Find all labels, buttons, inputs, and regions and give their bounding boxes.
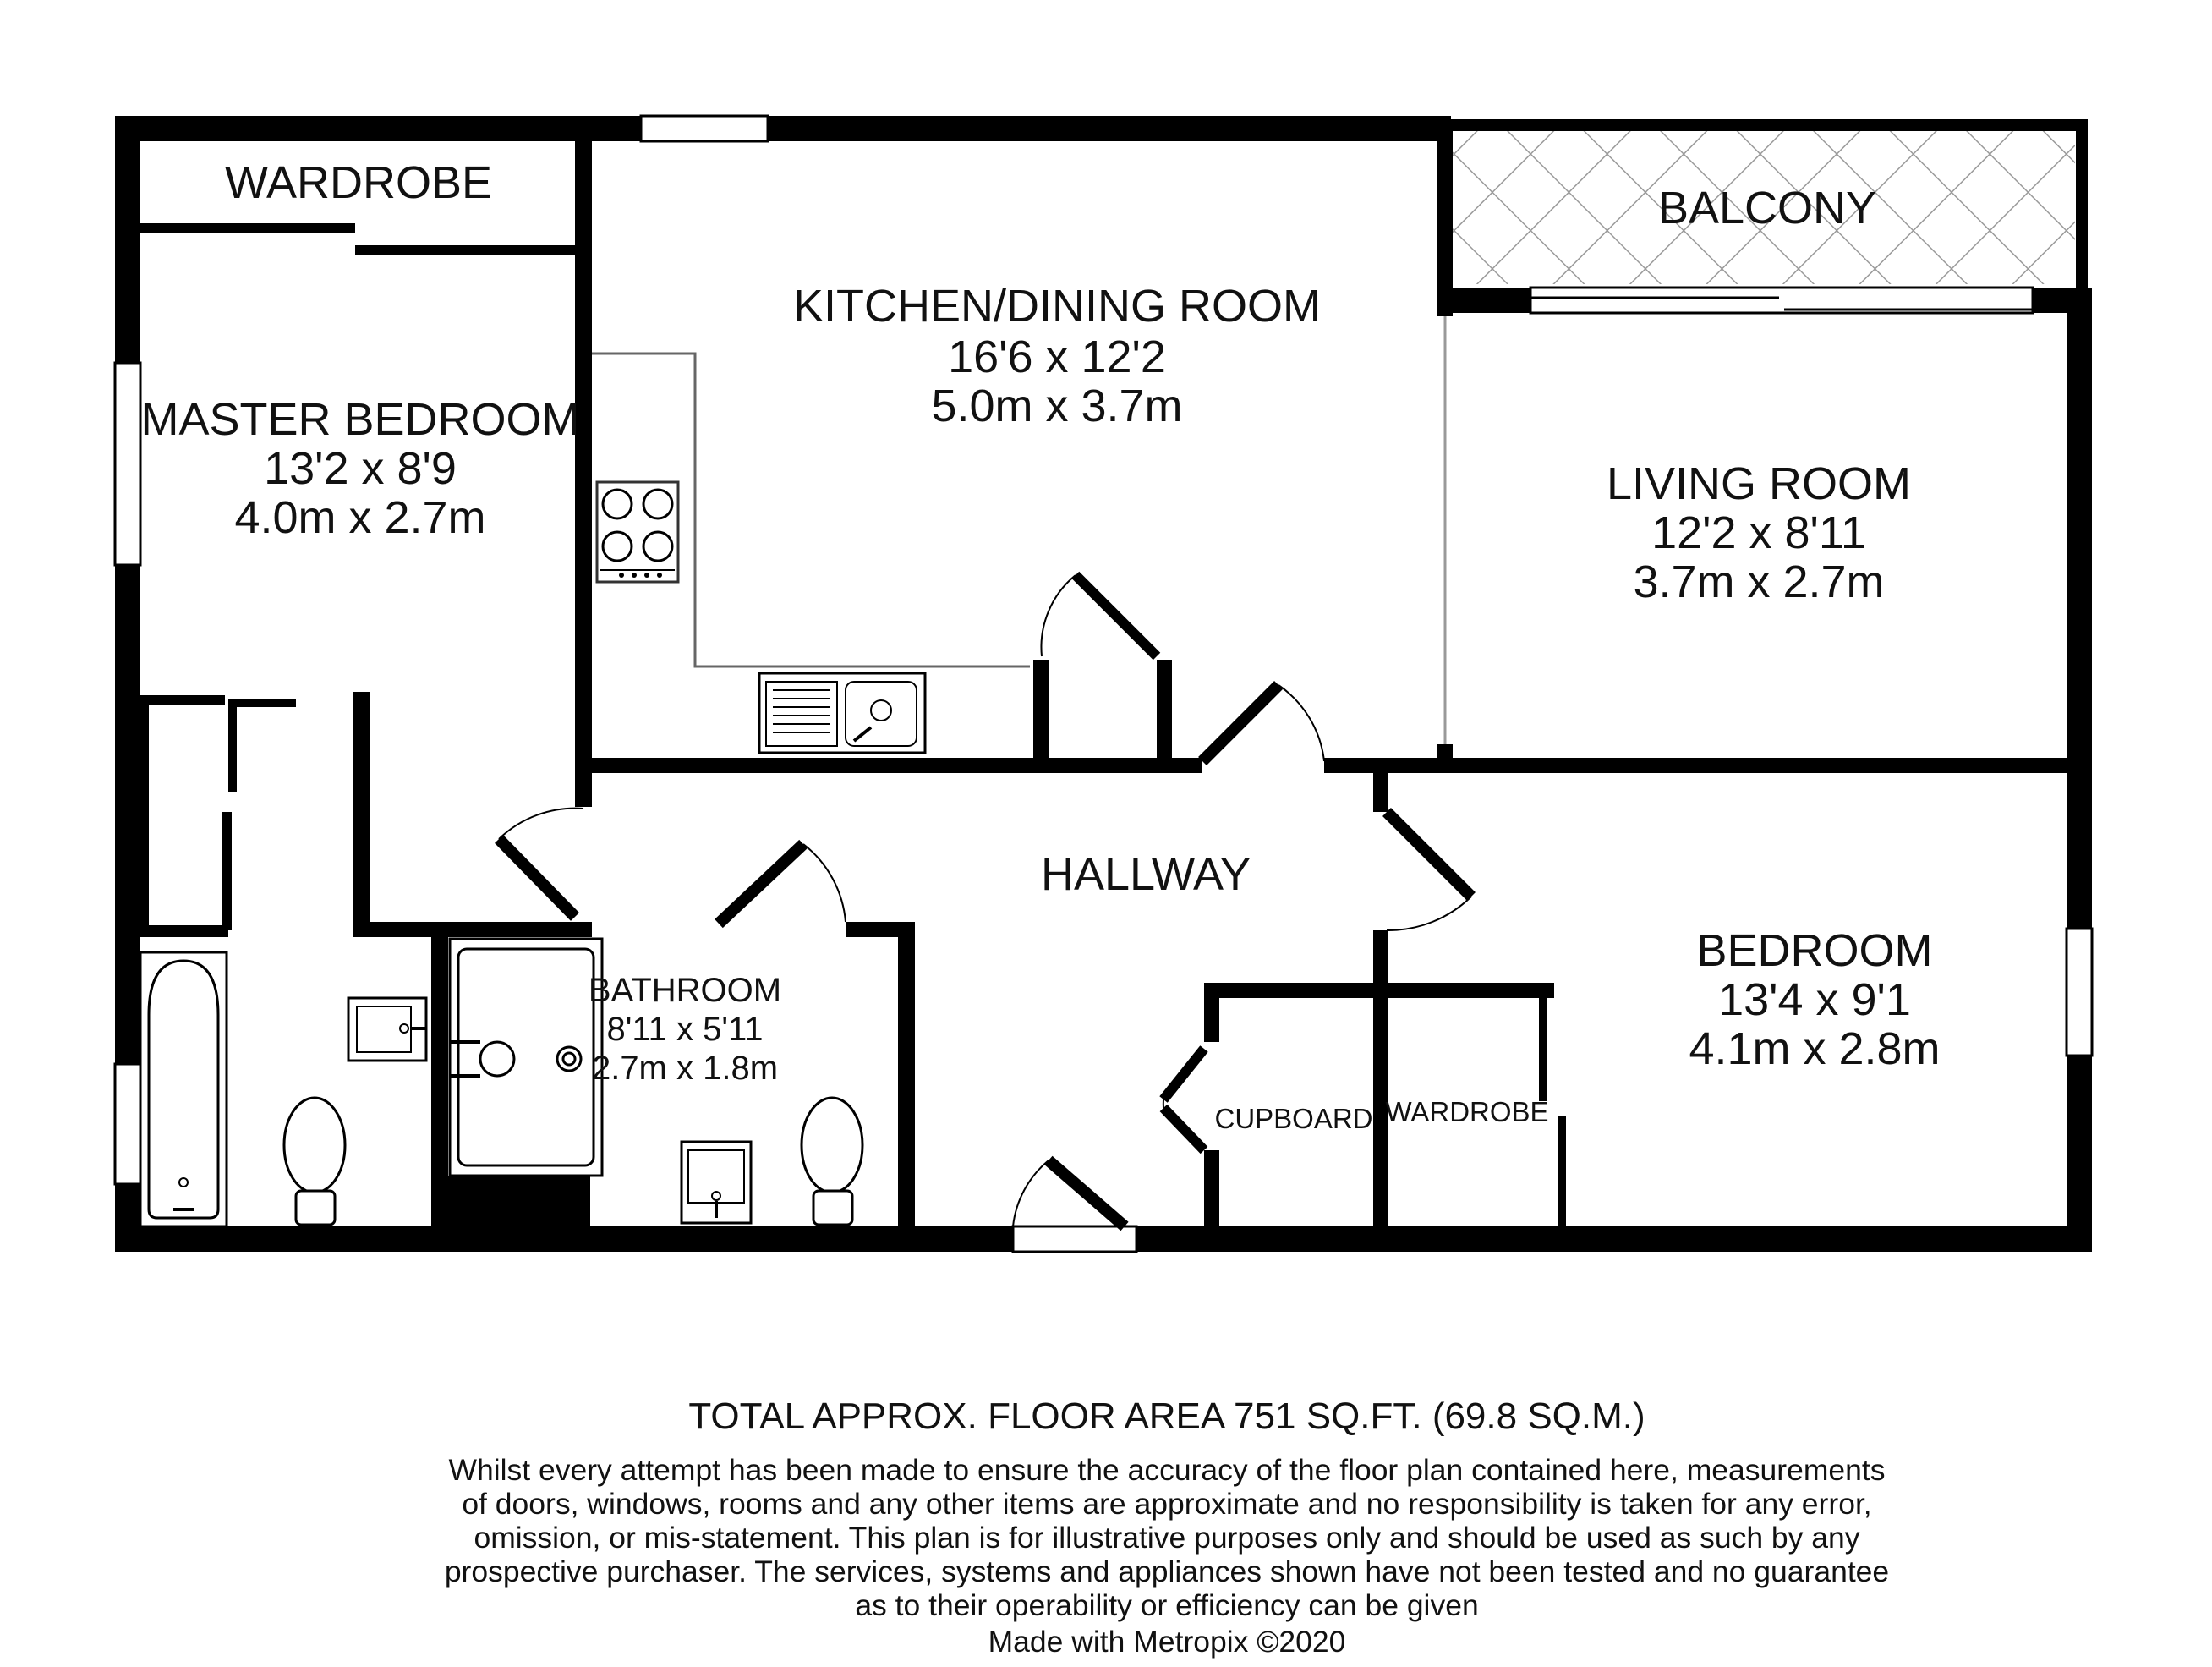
- disclaimer-line: prospective purchaser. The services, systems and appliances shown have not been tested and no guarantee: [444, 1555, 1890, 1588]
- wardrobe-bedroom-label: WARDROBE: [1385, 1096, 1549, 1127]
- basin-icon: [348, 998, 426, 1061]
- kitchen-name: KITCHEN/DINING ROOM: [792, 281, 1322, 332]
- toilet-icon: [284, 1098, 345, 1225]
- master-bedroom-imperial: 13'2 x 8'9: [264, 443, 457, 494]
- bathroom-basin-icon: [682, 1142, 751, 1223]
- living-room-name: LIVING ROOM: [1606, 458, 1912, 509]
- kitchen-metric: 5.0m x 3.7m: [931, 381, 1183, 431]
- bathroom-imperial: 8'11 x 5'11: [606, 1011, 764, 1048]
- total-floor-area: TOTAL APPROX. FLOOR AREA 751 SQ.FT. (69.8 SQ.M.): [688, 1396, 1645, 1437]
- master-bedroom-metric: 4.0m x 2.7m: [234, 492, 486, 543]
- bath-icon: [140, 952, 227, 1226]
- hob-icon: [597, 482, 678, 582]
- balcony-label: BALCONY: [1657, 183, 1877, 233]
- bedroom-name: BEDROOM: [1696, 925, 1933, 976]
- disclaimer-line: Whilst every attempt has been made to ensure the accuracy of the floor plan contained here, measurements: [448, 1453, 1886, 1487]
- hallway-label: HALLWAY: [1040, 849, 1251, 900]
- bathroom-metric: 2.7m x 1.8m: [591, 1050, 779, 1087]
- kitchen-imperial: 16'6 x 12'2: [948, 332, 1166, 382]
- cupboard-label: CUPBOARD: [1214, 1103, 1373, 1134]
- disclaimer-line: as to their operability or efficiency can be given: [855, 1588, 1479, 1622]
- shower-tray-icon: [450, 939, 602, 1176]
- bedroom-imperial: 13'4 x 9'1: [1718, 974, 1911, 1025]
- disclaimer: [423, 1453, 1911, 1622]
- disclaimer-line: omission, or mis-statement. This plan is for illustrative purposes only and should be used as such by any: [474, 1521, 1860, 1555]
- bedroom-metric: 4.1m x 2.8m: [1689, 1023, 1941, 1074]
- bathroom-name: BATHROOM: [588, 972, 782, 1009]
- bathroom-toilet-icon: [802, 1098, 862, 1225]
- living-room-metric: 3.7m x 2.7m: [1633, 557, 1885, 607]
- wardrobe-master-label: WARDROBE: [224, 157, 493, 208]
- master-bedroom-name: MASTER BEDROOM: [140, 394, 580, 445]
- living-room-imperial: 12'2 x 8'11: [1651, 507, 1866, 558]
- kitchen-sink-icon: [759, 673, 925, 753]
- disclaimer-line: of doors, windows, rooms and any other items are approximate and no responsibility is taken for any error,: [462, 1487, 1872, 1521]
- metropix-credit: Made with Metropix ©2020: [988, 1625, 1346, 1659]
